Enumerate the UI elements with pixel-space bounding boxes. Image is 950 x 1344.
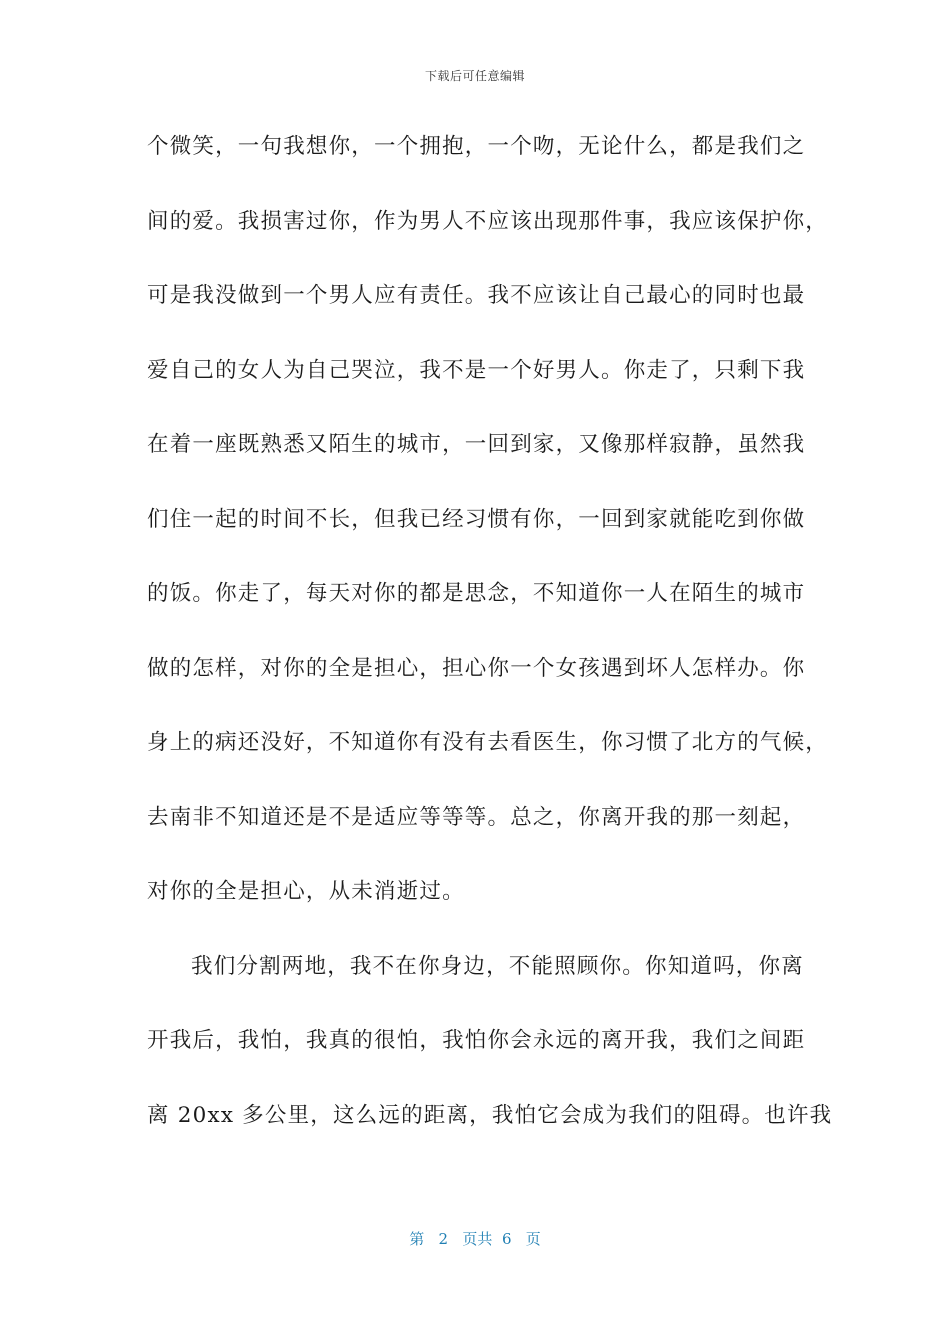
page-footer: [0, 1228, 950, 1249]
text-line: 身上的病还没好，不知道你有没有去看医生，你习惯了北方的气候，: [147, 730, 829, 755]
text-line: 对你的全是担心，从未消逝过。: [147, 879, 465, 904]
text-line: 们住一起的时间不长，但我已经习惯有你，一回到家就能吃到你做: [147, 506, 806, 532]
page-header: 下载后可任意编辑: [424, 69, 525, 83]
text-line: 的饭。你走了，每天对你的都是思念，不知道你一人在陌生的城市: [147, 581, 806, 606]
text-line: 开我后，我怕，我真的很怕，我怕你会永远的离开我，我们之间距: [147, 1028, 806, 1053]
footer-prefix: 第: [409, 1230, 425, 1248]
text-line: 可是我没做到一个男人应有责任。我不应该让自己最心的同时也最: [147, 283, 806, 308]
paragraph-start-line: 我们分割两地，我不在你身边，不能照顾你。你知道吗，你离: [191, 953, 804, 979]
text-line: 在着一座既熟悉又陌生的城市，一回到家，又像那样寂静，虽然我: [147, 432, 806, 457]
footer-middle: 页共: [462, 1230, 493, 1248]
text-line: 间的爱。我损害过你，作为男人不应该出现那件事，我应该保护你，: [147, 208, 829, 234]
text-line: 离 20xx 多公里，这么远的距离，我怕它会成为我们的阻碍。也许我: [147, 1102, 833, 1128]
text-line: 爱自己的女人为自己哭泣，我不是一个好男人。你走了，只剩下我: [147, 357, 806, 383]
footer-suffix: 页: [525, 1230, 541, 1248]
total-pages-number: 6: [501, 1230, 512, 1248]
document-body: [147, 128, 833, 1171]
text-line: 去南非不知道还是不是适应等等等。总之，你离开我的那一刻起，: [147, 804, 806, 830]
text-line: 个微笑，一句我想你，一个拥抱，一个吻，无论什么，都是我们之: [147, 134, 806, 159]
current-page-number: 2: [438, 1230, 449, 1248]
text-line: 做的怎样，对你的全是担心，担心你一个女孩遇到坏人怎样办。你: [147, 655, 806, 681]
